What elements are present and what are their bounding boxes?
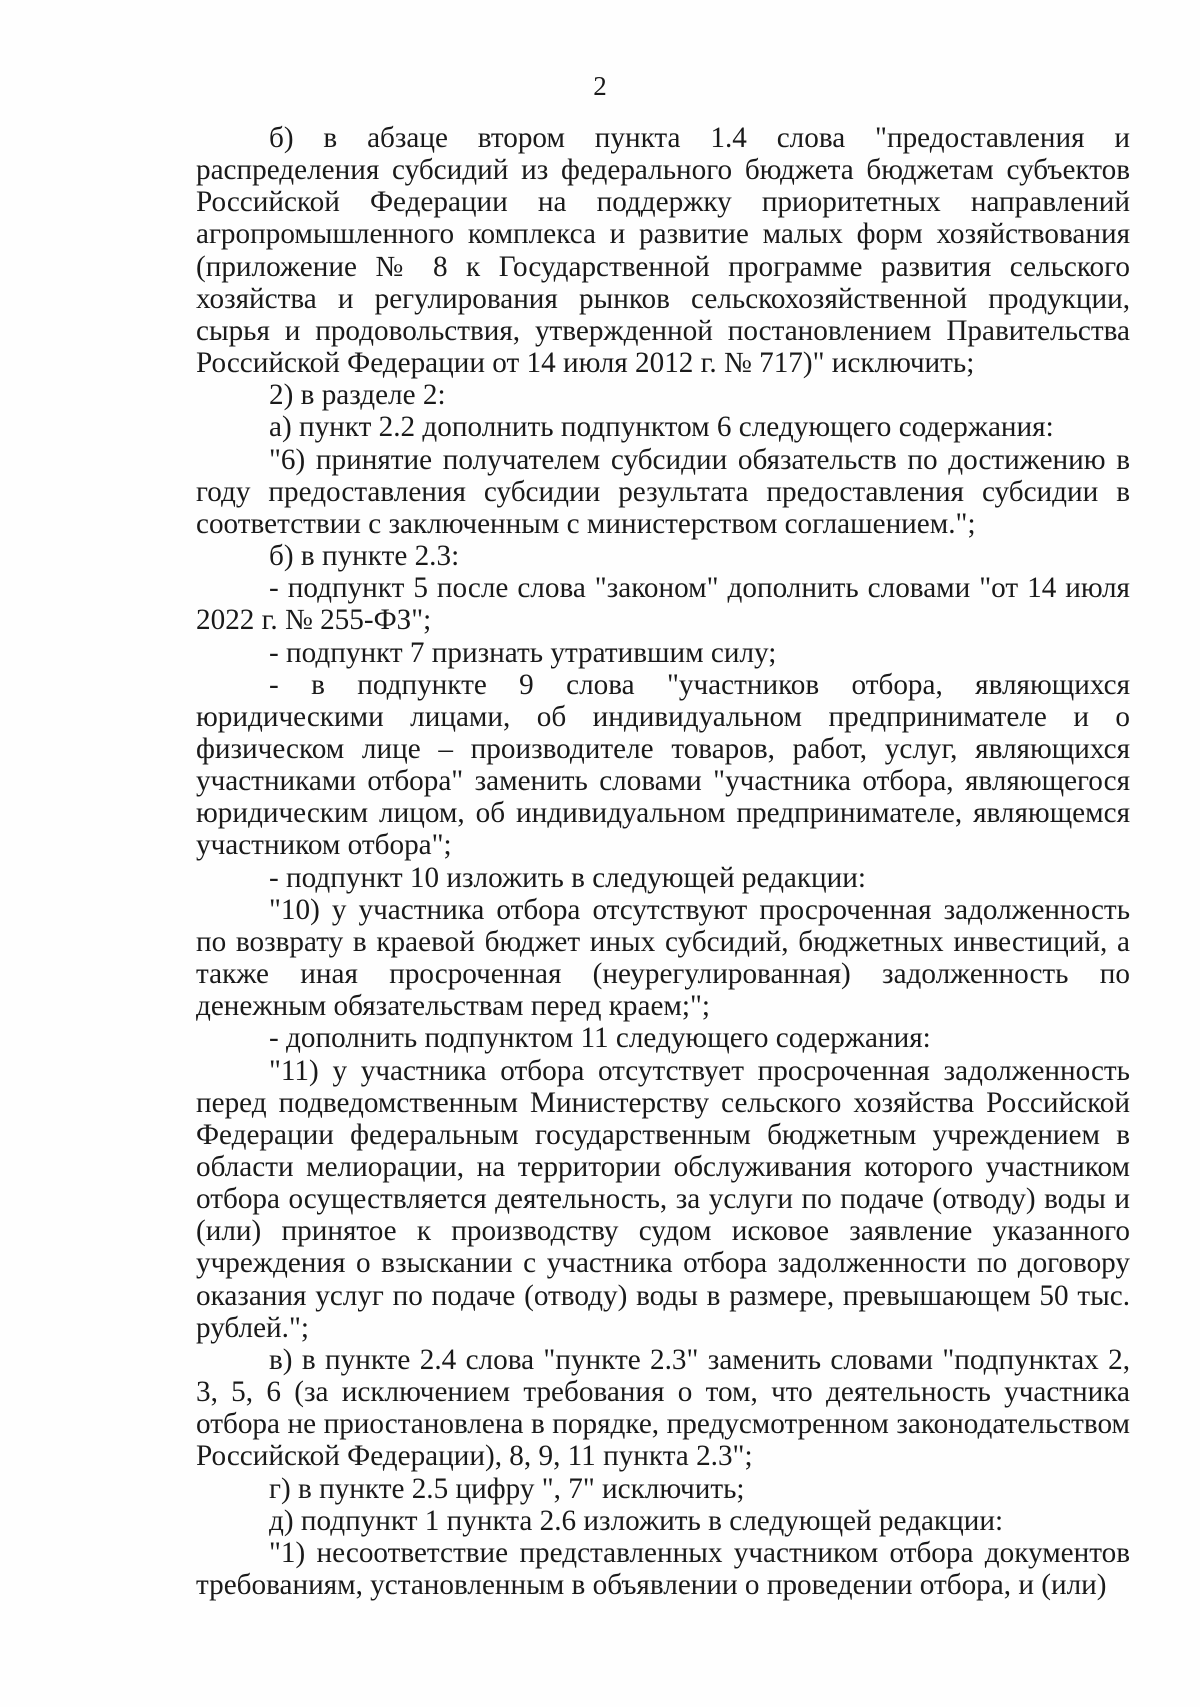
paragraph-subpoint-10-text: "10) у участника отбора отсутствуют просроченная задолженность по возврату в краевой бюджет иных субсидий, бюджетных инвестиций, а также иная просроченная (неурегулированная) задолженность по денежным обязательствам перед краем;"; — [196, 893, 1130, 1023]
page-number: 2 — [593, 71, 607, 101]
paragraph-subpoint-11-intro: - дополнить подпунктом 11 следующего содержания: — [269, 1022, 931, 1055]
paragraph-subpoint-9: - в подпункте 9 слова "участников отбора, являющихся юридическими лицами, об индивидуальном предпринимателе и о физическом лице – производителе товаров, работ, услуг, являющихся участниками отбора" заменить словами "участника отбора, являющегося юридическим лицом, об индивидуальном предпринимателе, являющемся участником отбора"; — [196, 668, 1130, 862]
paragraph-subpoint-11-text: "11) у участника отбора отсутствует просроченная задолженность перед подведомственным Министерству сельского хозяйства Российской Федерации федеральным государственным бюджетным учреждением в области мелиорации, на территории обслуживания которого участником отбора осуществляется деятельность, за услуги по подаче (отводу) воды и (или) принятое к производству судом исковое заявление указанного учреждения о взыскании с участника отбора задолженности по договору оказания услуг по подаче (отводу) воды в размере, превышающем 50 тыс. рублей."; — [196, 1054, 1130, 1344]
paragraph-2g-point-2-5: г) в пункте 2.5 цифру ", 7" исключить; — [269, 1472, 745, 1505]
paragraph-1b-clause-1-4: б) в абзаце втором пункта 1.4 слова "предоставления и распределения субсидий из федерального бюджета бюджетам субъектов Российской Федерации на поддержку приоритетных направлений агропромышленного комплекса и развитие малых форм хозяйствования (приложение № 8 к Государственной программе развития сельского хозяйства и регулирования рынков сельскохозяйственной продукции, сырья и продовольствия, утвержденной постановлением Правительства Российской Федерации от 14 июля 2012 г. № 717)" исключить; — [196, 122, 1130, 380]
paragraph-subpoint-10-intro: - подпункт 10 изложить в следующей редакции: — [269, 861, 867, 894]
paragraph-2v-point-2-4: в) в пункте 2.4 слова "пункте 2.3" заменить словами "подпунктах 2, 3, 5, 6 (за исключением требования о том, что деятельность участника отбора не приостановлена в порядке, предусмотренном законодательством Российской Федерации), 8, 9, 11 пункта 2.3"; — [196, 1343, 1130, 1473]
paragraph-2d-point-2-6: д) подпункт 1 пункта 2.6 изложить в следующей редакции: — [269, 1504, 1004, 1537]
paragraph-subpoint-6-text: "6) принятие получателем субсидии обязательств по достижению в году предоставления субсидии результата предоставления субсидии в соответствии с заключенным с министерством соглашением."; — [196, 443, 1130, 540]
paragraph-subpoint-1-text: "1) несоответствие представленных участником отбора документов требованиям, установленным в объявлении о проведении отбора, и (или) — [196, 1536, 1130, 1602]
paragraph-subpoint-7: - подпункт 7 признать утратившим силу; — [269, 636, 777, 669]
document-body — [196, 122, 1130, 1601]
paragraph-section-2: 2) в разделе 2: — [269, 379, 446, 412]
paragraph-2b-point-2-3: б) в пункте 2.3: — [269, 540, 460, 573]
paragraph-subpoint-5: - подпункт 5 после слова "законом" дополнить словами "от 14 июля 2022 г. № 255-ФЗ"; — [196, 572, 1130, 637]
paragraph-2a-point-2-2: а) пункт 2.2 дополнить подпунктом 6 следующего содержания: — [269, 411, 1054, 444]
